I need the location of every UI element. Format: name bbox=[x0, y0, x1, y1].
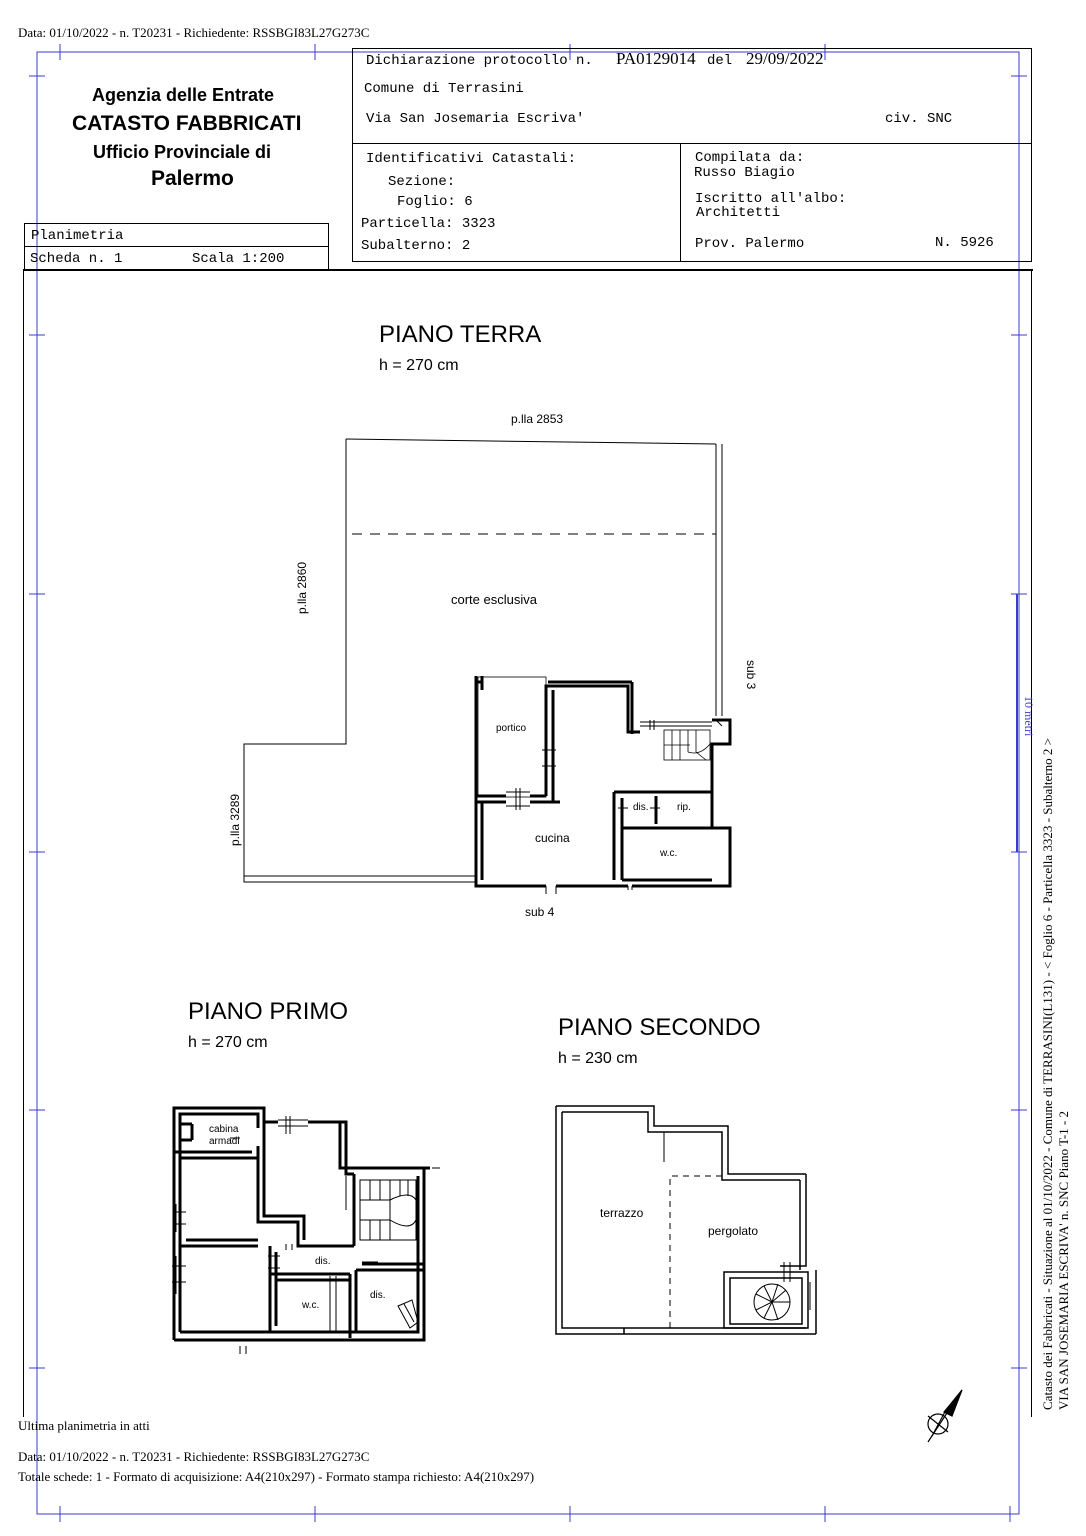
planimetria-divider bbox=[24, 246, 329, 247]
scala-label: Scala 1:200 bbox=[192, 251, 285, 267]
label-plla-2860: p.lla 2860 bbox=[295, 561, 309, 614]
label-portico: portico bbox=[496, 723, 527, 734]
label-armadi: armadi bbox=[209, 1136, 240, 1147]
compilata-name: Russo Biagio bbox=[694, 165, 795, 181]
page-rule-left bbox=[23, 269, 24, 1417]
agency-line1: Agenzia delle Entrate bbox=[92, 85, 275, 105]
piano-terra-plan bbox=[244, 439, 730, 894]
agency-line3: Ufficio Provinciale di bbox=[93, 142, 272, 162]
label-dis-terra: dis. bbox=[633, 802, 649, 813]
header-line: Data: 01/10/2022 - n. T20231 - Richiedente: RSSBGI83L27G273C bbox=[18, 25, 370, 40]
page-rule-right bbox=[1031, 269, 1032, 1417]
ident-divider bbox=[680, 143, 681, 262]
piano-secondo-title: PIANO SECONDO bbox=[558, 1014, 761, 1041]
label-rip: rip. bbox=[677, 802, 691, 813]
protocol-prefix: Dichiarazione protocollo n. bbox=[366, 53, 593, 69]
compilata-title: Compilata da: bbox=[695, 150, 805, 166]
label-sub3: sub 3 bbox=[744, 660, 758, 690]
subalterno-label: Subalterno: 2 bbox=[361, 238, 471, 254]
albo-title: Iscritto all'albo: bbox=[695, 191, 847, 207]
north-arrow-icon bbox=[928, 1390, 962, 1442]
protocol-del: del bbox=[707, 53, 733, 69]
label-dis-primo: dis. bbox=[315, 1256, 331, 1267]
scale-bar-label: 10 metri bbox=[1022, 696, 1036, 737]
piano-primo-title: PIANO PRIMO bbox=[188, 998, 349, 1025]
footer-totale: Totale schede: 1 - Formato di acquisizione: A4(210x297) - Formato stampa richiesto: A4(210x297) bbox=[18, 1469, 535, 1484]
comune-label: Comune di Terrasini bbox=[364, 81, 524, 97]
side-text-line1: Catasto dei Fabbricati - Situazione al 01/10/2022 - Comune di TERRASINI(L131) - < Foglio 6 - Particella 3323 - Subalterno 2 > bbox=[1040, 738, 1055, 1410]
via-label: Via San Josemaria Escriva' bbox=[366, 111, 585, 127]
footer-data: Data: 01/10/2022 - n. T20231 - Richiedente: RSSBGI83L27G273C bbox=[18, 1449, 370, 1464]
civ-label: civ. SNC bbox=[885, 111, 953, 127]
label-cucina: cucina bbox=[535, 831, 570, 845]
label-wc-primo: w.c. bbox=[302, 1300, 320, 1311]
agency-line2: CATASTO FABBRICATI bbox=[72, 112, 302, 135]
piano-secondo-plan bbox=[556, 1106, 816, 1334]
sezione-label: Sezione: bbox=[388, 174, 456, 190]
piano-terra-height: h = 270 cm bbox=[379, 357, 459, 374]
label-pergolato: pergolato bbox=[708, 1224, 759, 1238]
ident-title: Identificativi Catastali: bbox=[366, 151, 577, 167]
label-plla-3289: p.lla 3289 bbox=[228, 793, 242, 846]
piano-primo-height: h = 270 cm bbox=[188, 1034, 268, 1051]
piano-secondo-height: h = 230 cm bbox=[558, 1050, 638, 1067]
label-dis-primo-2: dis. bbox=[370, 1290, 386, 1301]
terra-stair bbox=[664, 730, 710, 760]
protocol-date: 29/09/2022 bbox=[746, 49, 824, 68]
side-text-line2: VIA SAN JOSEMARIA ESCRIVA' n. SNC Piano T-1 - 2 bbox=[1056, 1111, 1071, 1410]
particella-label: Particella: 3323 bbox=[361, 216, 496, 232]
agency-line4: Palermo bbox=[151, 167, 234, 190]
planimetria-label: Planimetria bbox=[31, 228, 124, 244]
prov-label: Prov. Palermo bbox=[695, 236, 805, 252]
spiral-stair bbox=[754, 1284, 790, 1320]
label-wc-terra: w.c. bbox=[660, 848, 678, 859]
n-label: N. 5926 bbox=[935, 235, 994, 251]
page-rule bbox=[23, 269, 1033, 271]
scheda-label: Scheda n. 1 bbox=[30, 251, 123, 267]
label-plla-2853: p.lla 2853 bbox=[511, 412, 564, 426]
label-corte: corte esclusiva bbox=[451, 592, 537, 607]
protocol-number: PA0129014 bbox=[616, 49, 696, 68]
label-terrazzo: terrazzo bbox=[600, 1206, 644, 1220]
piano-terra-title: PIANO TERRA bbox=[379, 321, 542, 348]
label-sub4: sub 4 bbox=[525, 905, 555, 919]
terra-walls bbox=[476, 676, 730, 886]
label-cabina: cabina bbox=[209, 1124, 239, 1135]
foglio-label: Foglio: 6 bbox=[397, 194, 473, 210]
albo-value: Architetti bbox=[696, 205, 781, 221]
footer-ultima: Ultima planimetria in atti bbox=[18, 1418, 150, 1433]
